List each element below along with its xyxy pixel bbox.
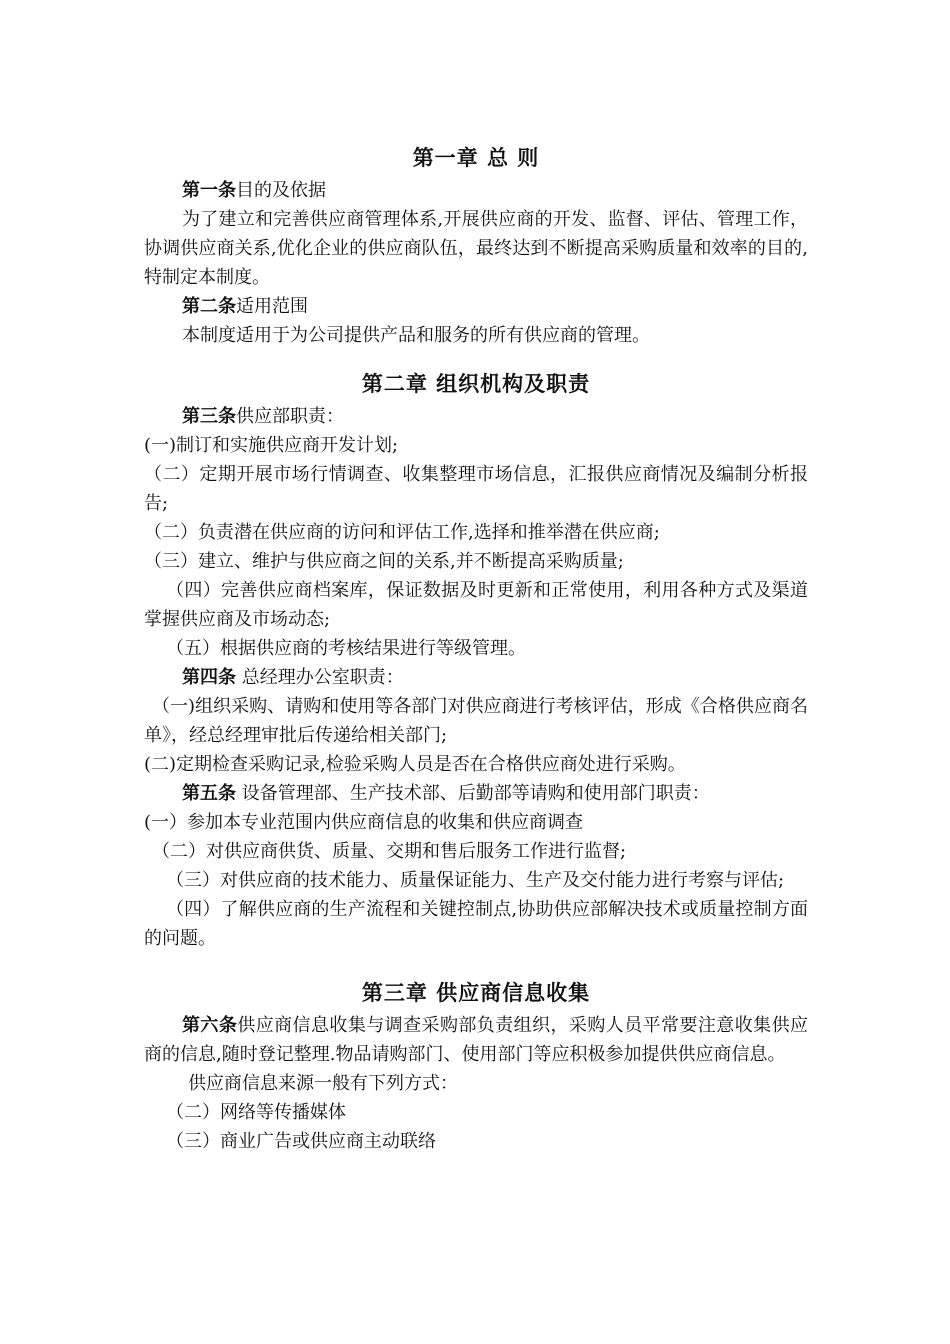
article-title: 总经理办公室职责： (236, 667, 404, 688)
list-item: (二)定期检查采购记录,检验采购人员是否在合格供应商处进行采购。 (144, 754, 686, 775)
article-title: 目的及依据 (236, 180, 326, 201)
chapter-title: 第三章 供应商信息收集 (361, 981, 591, 1005)
article-heading (144, 292, 808, 321)
article-title: 设备管理部、生产技术部、后勤部等请购和使用部门职责： (236, 783, 710, 804)
list-item: （五）根据供应商的考核结果进行等级管理。 (166, 638, 526, 659)
article-number: 第三条 (182, 406, 236, 427)
list-item: （二）负责潜在供应商的访问和评估工作,选择和推举潜在供应商; (144, 522, 660, 543)
article-number: 第五条 (182, 783, 236, 804)
list-item: （二）对供应商供货、质量、交期和售后服务工作进行监督; (152, 841, 627, 862)
list-item: （四）完善供应商档案库，保证数据及时更新和正常使用，利用各种方式及渠道掌握供应商及市场动态; (144, 580, 808, 630)
list-item: （一)组织采购、请购和使用等各部门对供应商进行考核评估，形成《合格供应商名单》，经总经理审批后传递给相关部门; (144, 696, 808, 746)
paragraph: 本制度适用于为公司提供产品和服务的所有供应商的管理。 (182, 325, 650, 346)
list-item: （二）网络等传播媒体 (166, 1102, 346, 1123)
article-heading (144, 663, 808, 692)
chapter-title: 第一章 总 则 (412, 146, 540, 170)
article-heading (144, 779, 808, 808)
list-item: (一)制订和实施供应商开发计划; (144, 435, 399, 456)
article-paragraph (144, 1011, 808, 1069)
article-text: 供应商信息收集与调查采购部负责组织，采购人员平常要注意收集供应商的信息,随时登记整理.物品请购部门、使用部门等应积极参加提供供应商信息。 (144, 1015, 809, 1065)
list-item: (一）参加本专业范围内供应商信息的收集和供应商调查 (144, 812, 584, 833)
list-item: （三）商业广告或供应商主动联络 (166, 1131, 436, 1152)
article-heading (144, 176, 808, 205)
list-item: （二）定期开展市场行情调查、收集整理市场信息，汇报供应商情况及编制分析报告; (144, 464, 808, 514)
list-item: （三）对供应商的技术能力、质量保证能力、生产及交付能力进行考察与评估; (166, 870, 785, 891)
article-number: 第六条 (182, 1015, 238, 1036)
list-item: （四）了解供应商的生产流程和关键控制点,协助供应部解决技术或质量控制方面的问题。 (144, 899, 808, 949)
document-page (144, 140, 808, 1156)
article-title: 供应部职责： (236, 406, 344, 427)
list-item: （三）建立、维护与供应商之间的关系,并不断提高采购质量; (144, 551, 624, 572)
chapter-title: 第二章 组织机构及职责 (361, 372, 591, 396)
article-number: 第一条 (182, 180, 236, 201)
paragraph: 供应商信息来源一般有下列方式： (188, 1073, 458, 1094)
article-title: 适用范围 (236, 296, 308, 317)
article-heading (144, 402, 808, 431)
article-number: 第四条 (182, 667, 236, 688)
article-number: 第二条 (182, 296, 236, 317)
paragraph: 为了建立和完善供应商管理体系,开展供应商的开发、监督、评估、管理工作，协调供应商关系,优化企业的供应商队伍，最终达到不断提高采购质量和效率的目的,特制定本制度。 (144, 209, 808, 288)
